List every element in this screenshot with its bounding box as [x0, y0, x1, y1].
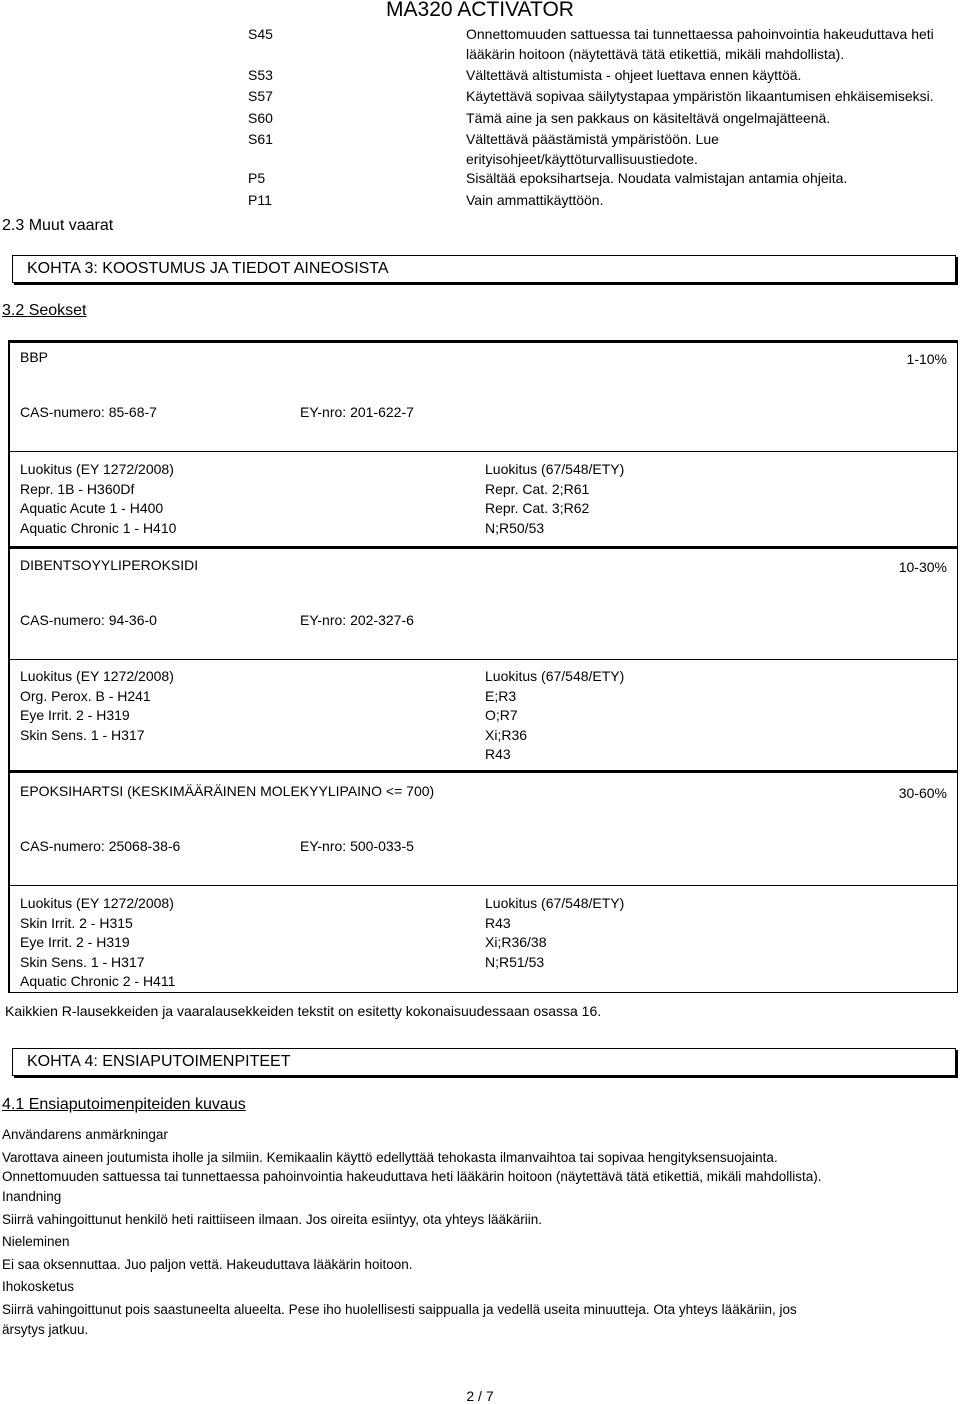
block-label: Inandning: [2, 1189, 62, 1204]
clp-classification: [20, 894, 175, 992]
substance-percent: 1-10%: [906, 351, 947, 367]
substance-percent: 10-30%: [898, 559, 947, 575]
section-4-bar: [12, 1048, 956, 1076]
block-line: ärsytys jatkuu.: [2, 1322, 89, 1337]
section-4-title: KOHTA 4: ENSIAPUTOIMENPITEET: [27, 1053, 291, 1070]
block-line: Siirrä vahingoittunut pois saastuneelta alueelta. Pese iho huolellisesti saippualla ja vedellä useita minuutteja. Ota yhteys lääkäriin, jos: [2, 1302, 797, 1317]
clp-line: Eye Irrit. 2 - H319: [20, 707, 130, 723]
phrase-text: Käytettävä sopivaa säilytystapaa ympäristön likaantumisen ehkäisemiseksi.: [466, 88, 934, 104]
block-line: Siirrä vahingoittunut henkilö heti raittiiseen ilmaan. Jos oireita esiintyy, ota yhteys lääkäriin.: [2, 1212, 543, 1227]
dsd-line: Luokitus (67/548/ETY): [485, 461, 625, 477]
dsd-classification: [485, 460, 624, 538]
phrase-code: P5: [248, 170, 266, 186]
clp-classification: [20, 667, 174, 745]
phrase-code: S45: [248, 26, 273, 42]
dsd-line: Xi;R36: [485, 726, 528, 743]
dsd-line: Luokitus (67/548/ETY): [485, 895, 625, 911]
dsd-line: R43: [485, 746, 511, 762]
page-number: 2 / 7: [466, 1388, 494, 1404]
dsd-line: N;R50/53: [485, 519, 545, 536]
phrase-text: Sisältää epoksihartseja. Noudata valmistajan antamia ohjeita.: [466, 170, 848, 186]
substance-percent: 30-60%: [898, 785, 947, 801]
cas-number: CAS-numero: 85-68-7: [20, 404, 157, 420]
cas-number: CAS-numero: 94-36-0: [20, 612, 157, 628]
phrase-code: S61: [248, 131, 273, 147]
clp-line: Skin Sens. 1 - H317: [20, 726, 145, 743]
clp-line: Skin Sens. 1 - H317: [20, 953, 145, 970]
clp-line: Aquatic Acute 1 - H400: [20, 500, 164, 516]
dsd-line: Xi;R36/38: [485, 934, 547, 950]
phrase-text: Vältettävä altistumista - ohjeet luettava ennen käyttöä.: [466, 67, 802, 83]
block-label: Användarens anmärkningar: [2, 1127, 168, 1142]
clp-line: Luokitus (EY 1272/2008): [20, 668, 174, 684]
dsd-line: E;R3: [485, 687, 517, 704]
phrase-code: P11: [248, 192, 272, 208]
clp-line: Org. Perox. B - H241: [20, 687, 151, 704]
phrase-code: S53: [248, 67, 273, 83]
dsd-line: O;R7: [485, 707, 518, 723]
document-title: MA320 ACTIVATOR: [386, 0, 574, 21]
block-line: Ei saa oksennuttaa. Juo paljon vettä. Hakeuduttava lääkärin hoitoon.: [2, 1257, 413, 1272]
dsd-classification: [485, 894, 624, 972]
substance-box: [8, 340, 958, 452]
phrase-text: Tämä aine ja sen pakkaus on käsiteltävä ongelmajätteenä.: [466, 110, 831, 126]
phrase-code: S60: [248, 110, 273, 126]
dsd-line: Repr. Cat. 2;R61: [485, 480, 590, 497]
dsd-line: R43: [485, 914, 511, 931]
clp-line: Luokitus (EY 1272/2008): [20, 461, 174, 477]
clp-line: Aquatic Chronic 1 - H410: [20, 519, 177, 536]
section-heading-2-3: 2.3 Muut vaarat: [2, 217, 114, 234]
phrase-text: Onnettomuuden sattuessa tai tunnettaessa pahoinvointia hakeuduttava heti lääkärin hoitoon (näytettävä tätä etikettiä, mikäli mahdollista).: [466, 26, 934, 62]
cas-number: CAS-numero: 25068-38-6: [20, 838, 181, 854]
phrase-text: Vältettävä päästämistä ympäristöön. Lue erityisohjeet/käyttöturvallisuustiedote.: [466, 131, 719, 167]
phrase-code: S57: [248, 88, 273, 104]
dsd-line: Repr. Cat. 3;R62: [485, 500, 590, 516]
dsd-line: N;R51/53: [485, 953, 545, 970]
clp-line: Repr. 1B - H360Df: [20, 480, 135, 497]
substance-name: DIBENTSOYYLIPEROKSIDI: [20, 557, 199, 573]
substance-name: BBP: [20, 349, 49, 365]
clp-line: Luokitus (EY 1272/2008): [20, 895, 174, 911]
clp-classification: [20, 460, 176, 538]
block-line: Onnettomuuden sattuessa tai tunnettaessa pahoinvointia hakeuduttava heti lääkärin hoitoon (näytettävä tätä etikettiä, mikäli mahdollista).: [2, 1169, 822, 1184]
clp-line: Aquatic Chronic 2 - H411: [20, 973, 176, 989]
section-heading-3-2: 3.2 Seokset: [2, 302, 87, 319]
clp-line: Skin Irrit. 2 - H315: [20, 914, 133, 931]
dsd-classification: [485, 667, 624, 765]
block-line: Varottava aineen joutumista iholle ja silmiin. Kemikaalin käyttö edellyttää tehokasta ilmanvaihtoa tai sopivaa hengityksensuojainta.: [2, 1150, 778, 1165]
section-heading-4-1: 4.1 Ensiaputoimenpiteiden kuvaus: [2, 1096, 246, 1113]
ec-number: EY-nro: 500-033-5: [300, 838, 414, 854]
footnote: Kaikkien R-lausekkeiden ja vaaralausekkeiden tekstit on esitetty kokonaisuudessaan osassa 16.: [5, 1003, 602, 1019]
clp-line: Eye Irrit. 2 - H319: [20, 934, 130, 950]
dsd-line: Luokitus (67/548/ETY): [485, 668, 625, 684]
phrase-text: Vain ammattikäyttöön.: [466, 192, 604, 208]
ec-number: EY-nro: 201-622-7: [300, 404, 414, 420]
ec-number: EY-nro: 202-327-6: [300, 612, 414, 628]
section-3-title: KOHTA 3: KOOSTUMUS JA TIEDOT AINEOSISTA: [27, 260, 389, 277]
block-label: Ihokosketus: [2, 1279, 75, 1294]
block-label: Nieleminen: [2, 1234, 70, 1249]
section-3-bar: [12, 255, 956, 283]
substance-name: EPOKSIHARTSI (KESKIMÄÄRÄINEN MOLEKYYLIPAINO <= 700): [20, 783, 435, 799]
